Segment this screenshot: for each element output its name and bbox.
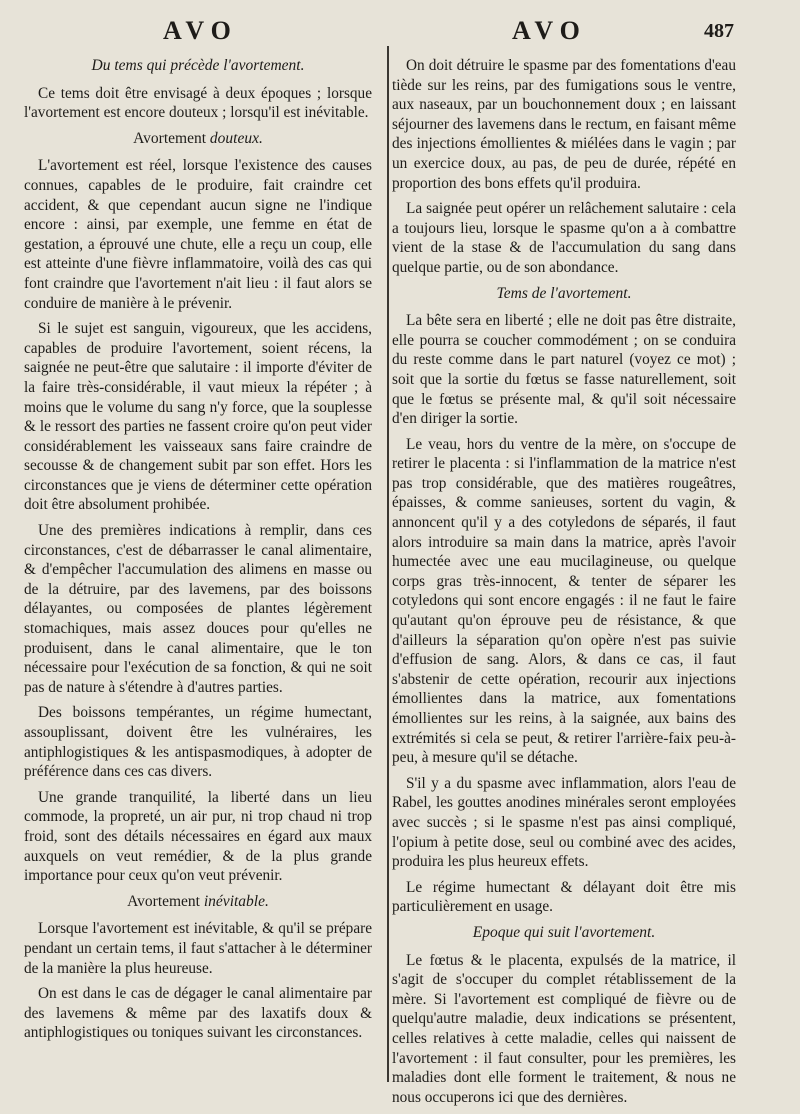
right-column xyxy=(392,56,736,1113)
paragraph: La saignée peut opérer un relâchement salutaire : cela a toujours lieu, lorsque le spasme qu'on a à combattre vient de la stase & de l'accumulation du sang dans quelque partie, ou de son abondance. xyxy=(392,200,736,276)
page-number: 487 xyxy=(704,20,734,42)
subheading-qualifier: douteux. xyxy=(209,129,263,147)
paragraph: Une des premières indications à remplir, dans ces circonstances, c'est de débarrasser le canal alimentaire, & d'empêcher l'accumulation des alimens en masse ou de la détruire, par des lavemens, par des boissons délayantes, ou composées de plantes légèrement stomachiques, mais assez douces pour qu'elles ne produisent, dans le canal alimentaire, que le ton nécessaire pour l'exécution de sa fonction, & qui ne soit pas de nature à s'étendre à d'autres parties. xyxy=(24,522,372,696)
subheading-inevitable-abortion xyxy=(24,892,372,912)
paragraph: On est dans le cas de dégager le canal alimentaire par des lavemens & même par des laxatifs doux & antiphlogistiques ou toniques suivant les circonstances. xyxy=(24,985,372,1042)
subheading-doubtful-abortion xyxy=(24,129,372,149)
paragraph: Ce tems doit être envisagé à deux époques ; lorsque l'avortement est encore douteux ; lorsqu'il est inévitable. xyxy=(24,84,372,122)
section-heading-following-period: Epoque qui suit l'avortement. xyxy=(472,923,656,941)
left-column xyxy=(24,56,372,1049)
section-heading-preceding-time: Du tems qui précède l'avortement. xyxy=(91,57,305,74)
subheading-qualifier: inévitable. xyxy=(203,892,269,910)
paragraph: Une grande tranquilité, la liberté dans un lieu commode, la propreté, un air pur, ni trop chaud ni trop froid, sont des détails nécessaires en égard aux maux auxquels on veut remédier, & de la plus grande importance pour ceux qu'on veut prévenir. xyxy=(24,788,372,885)
running-header xyxy=(0,16,800,50)
paragraph: L'avortement est réel, lorsque l'existence des causes connues, capables de le produire, fait craindre cet accident, & que cependant aucun signe ne l'indique encore : ainsi, par exemple, une femme en état de gestation, a éprouvé une chute, elle a reçu un coup, elle est atteinte d'une fièvre inflammatoire, voilà des cas qui font craindre que l'avortement n'ait lieu : il faut alors se conduire de manière à le prévenir. xyxy=(24,157,372,312)
paragraph: Le régime humectant & délayant doit être mis particulièrement en usage. xyxy=(392,878,736,916)
paragraph: La bête sera en liberté ; elle ne doit pas être distraite, elle pourra se coucher commodément ; on se conduira du reste comme dans le part naturel (voyez ce mot) ; soit que la sortie du fœtus se fasse naturellement, soit que le fœtus se présente mal, & qu'il soit nécessaire d'en diriger la sortie. xyxy=(392,312,736,428)
paragraph: S'il y a du spasme avec inflammation, alors l'eau de Rabel, les gouttes anodines minérales seront employées avec succès ; si le spasme n'est pas ainsi compliqué, l'opium à petite dose, seul ou combiné avec des acides, produira les plus heureux effets. xyxy=(392,774,736,871)
paragraph: Le veau, hors du ventre de la mère, on s'occupe de retirer le placenta : si l'inflammation de la matrice n'est pas trop considérable, que des matières rougeâtres, épaisses, & comme sanieuses, sortent du vagin, & annoncent qu'il y a des cotyledons de séparés, il faut alors introduire sa main dans la matrice, après l'avoir humectée avec une eau mucilagineuse, ou quelque corps gras très-innocent, & tenter de séparer les cotyledons qui sont encore engagés : il ne faut le faire qu'autant qu'on éprouve peu de résistance, & que d'ailleurs la séparation qu'on opère n'est pas suivie d'effusion de sang. Alors, & dans ce cas, il faut s'abstenir de cette opération, recourir aux injections émollientes dans la matrice, aux fomentations émollientes sur les reins, à la saignée, aux bains des extrémités si cela se peut, & retirer l'arrière-faix peu-à-peu, à mesure qu'il se détache. xyxy=(392,435,736,767)
subheading-word: Avortement xyxy=(127,892,200,910)
paragraph: Lorsque l'avortement est inévitable, & qu'il se prépare pendant un certain tems, il faut s'attacher à le déterminer de la manière la plus heureuse. xyxy=(24,920,372,977)
paragraph: On doit détruire le spasme par des fomentations d'eau tiède sur les reins, par des fumigations sous le ventre, aux naseaux, par un bouchonnement doux ; en laissant séjourner des lavemens dans le rectum, en faisant même des injections émollientes & miélées dans le vagin ; par un exercice doux, au pas, de peu de durée, répété en proportion des bons effets qu'il produira. xyxy=(392,57,736,192)
column-divider xyxy=(387,46,389,1082)
paragraph: Des boissons tempérantes, un régime humectant, assouplissant, doivent être les vulnéraires, les antiphlogistiques & les antispasmodiques, à adopter de préférence dans ces cas divers. xyxy=(24,704,372,781)
subheading-word: Avortement xyxy=(133,129,207,147)
section-heading-time-of-abortion: Tems de l'avortement. xyxy=(496,284,632,302)
paragraph: Le fœtus & le placenta, expulsés de la matrice, il s'agit de s'occuper du complet rétablissement de la mère. Si l'avortement est compliqué de fièvre ou de quelqu'autre maladie, deux indications se présentent, celles relatives à cette maladie, celles qui naissent de l'avortement : il faut consulter, pour les premières, les maladies dont elle forment le traitement, & nous ne nous occuperons ici que des dernières. xyxy=(392,951,736,1106)
paragraph: Si le sujet est sanguin, vigoureux, que les accidens, capables de produire l'avortement, soient récens, la saignée ne peut-être que salutaire : il importe d'éviter de la faire très-considérable, il vaut mieux la répéter ; à moins que le volume du sang n'y force, que la souplesse & le ressort des parties ne fassent croire qu'on peut vider considérablement les vaisseaux sans faire craindre de secousse & de changement subit par son effet. Hors les circonstances que je viens de déterminer cette opération doit être absolument prohibée. xyxy=(24,320,372,514)
running-title-right: AVO xyxy=(512,16,587,45)
running-title-left: AVO xyxy=(163,16,238,45)
